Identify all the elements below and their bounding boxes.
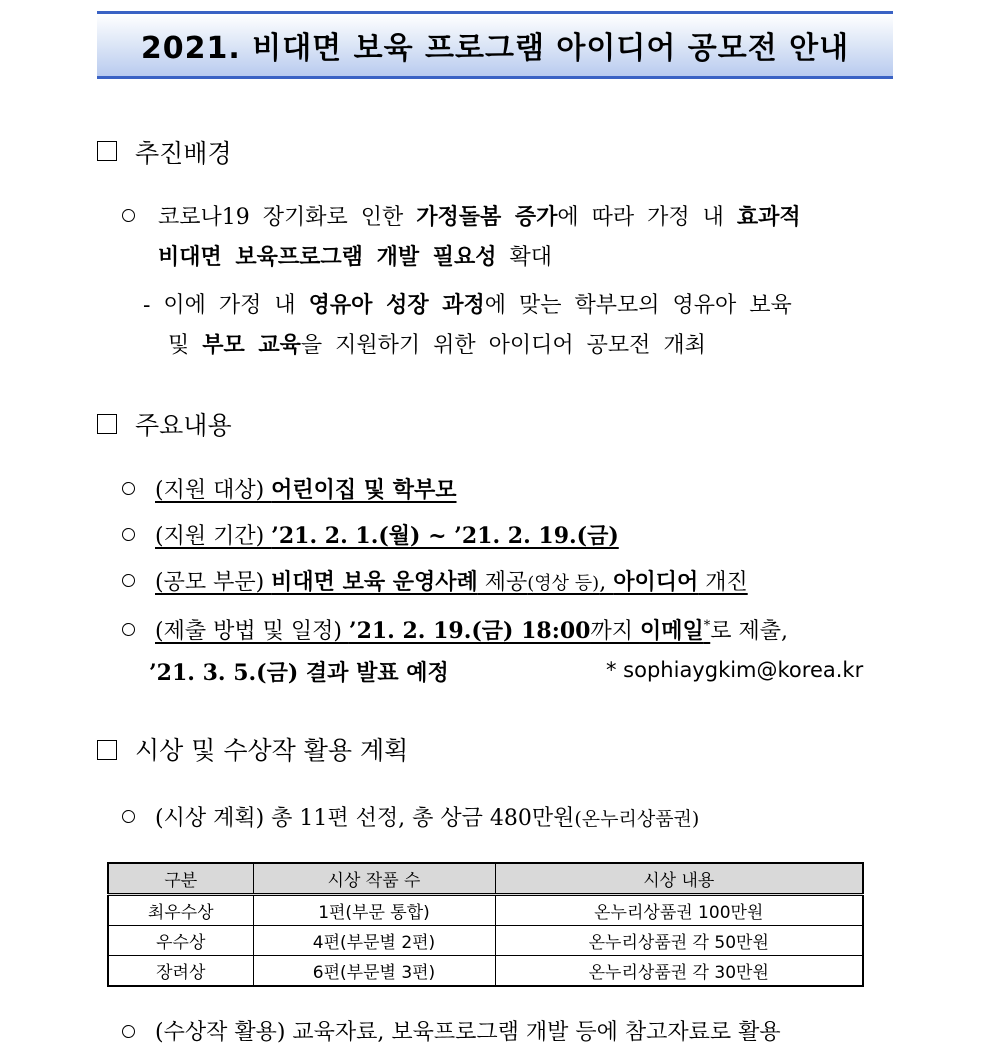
section-checkbox-background [97, 141, 117, 161]
table-cell: 최우수상 [108, 895, 253, 926]
section-checkbox-awards [97, 740, 117, 760]
bullet-circle-icon [122, 623, 135, 636]
item-submit-2: ’21. 3. 5.(금) 결과 발표 예정 [149, 660, 449, 686]
bullet-circle-icon [122, 528, 135, 541]
paragraph-background-1a: 코로나19 장기화로 인한 가정돌봄 증가에 따라 가정 내 효과적 [158, 204, 801, 230]
bullet-circle-icon [122, 1025, 135, 1038]
section-heading-main: 주요내용 [135, 411, 232, 440]
table-cell: 1편(부문 통합) [253, 895, 495, 926]
bullet-circle-icon [122, 482, 135, 495]
table-row [108, 926, 863, 956]
table-cell: 장려상 [108, 956, 253, 987]
title-banner [97, 11, 893, 79]
table-cell: 온누리상품권 각 30만원 [495, 956, 863, 987]
table-cell: 6편(부문별 3편) [253, 956, 495, 987]
paragraph-background-2b: 및 부모 교육을 지원하기 위한 아이디어 공모전 개최 [168, 332, 706, 358]
table-header-row [108, 863, 863, 895]
bullet-circle-icon [122, 810, 135, 823]
table-cell: 4편(부문별 2편) [253, 926, 495, 956]
table-cell: 온누리상품권 100만원 [495, 895, 863, 926]
section-heading-background: 추진배경 [135, 139, 232, 168]
email-note: * sophiaygkim@korea.kr [606, 658, 864, 682]
item-submit-1: (제출 방법 및 일정) ’21. 2. 19.(금) 18:00까지 이메일*로 제출, [155, 618, 788, 644]
paragraph-background-1b: 비대면 보육프로그램 개발 필요성 확대 [158, 244, 553, 270]
item-award-plan: (시상 계획) 총 11편 선정, 총 상금 480만원(온누리상품권) [155, 806, 700, 831]
table-row [108, 895, 863, 926]
table-header-cell: 시상 작품 수 [253, 863, 495, 895]
table-cell: 온누리상품권 각 50만원 [495, 926, 863, 956]
award-table [107, 862, 864, 987]
table-header-cell: 시상 내용 [495, 863, 863, 895]
item-period: (지원 기간) ’21. 2. 1.(월) ~ ’21. 2. 19.(금) [155, 523, 619, 549]
bullet-circle-icon [122, 209, 135, 222]
section-checkbox-main [97, 414, 117, 434]
item-target: (지원 대상) 어린이집 및 학부모 [155, 477, 457, 503]
page-title: 2021. 비대면 보육 프로그램 아이디어 공모전 안내 [140, 31, 850, 66]
item-category: (공모 부문) 비대면 보육 운영사례 제공(영상 등), 아이디어 개진 [155, 569, 748, 595]
table-row [108, 956, 863, 987]
item-award-usage: (수상작 활용) 교육자료, 보육프로그램 개발 등에 참고자료로 활용 [155, 1020, 781, 1045]
table-header-cell: 구분 [108, 863, 253, 895]
table-cell: 우수상 [108, 926, 253, 956]
bullet-circle-icon [122, 574, 135, 587]
section-heading-awards: 시상 및 수상작 활용 계획 [135, 736, 409, 765]
paragraph-background-2a: - 이에 가정 내 영유아 성장 과정에 맞는 학부모의 영유아 보육 [143, 292, 792, 318]
